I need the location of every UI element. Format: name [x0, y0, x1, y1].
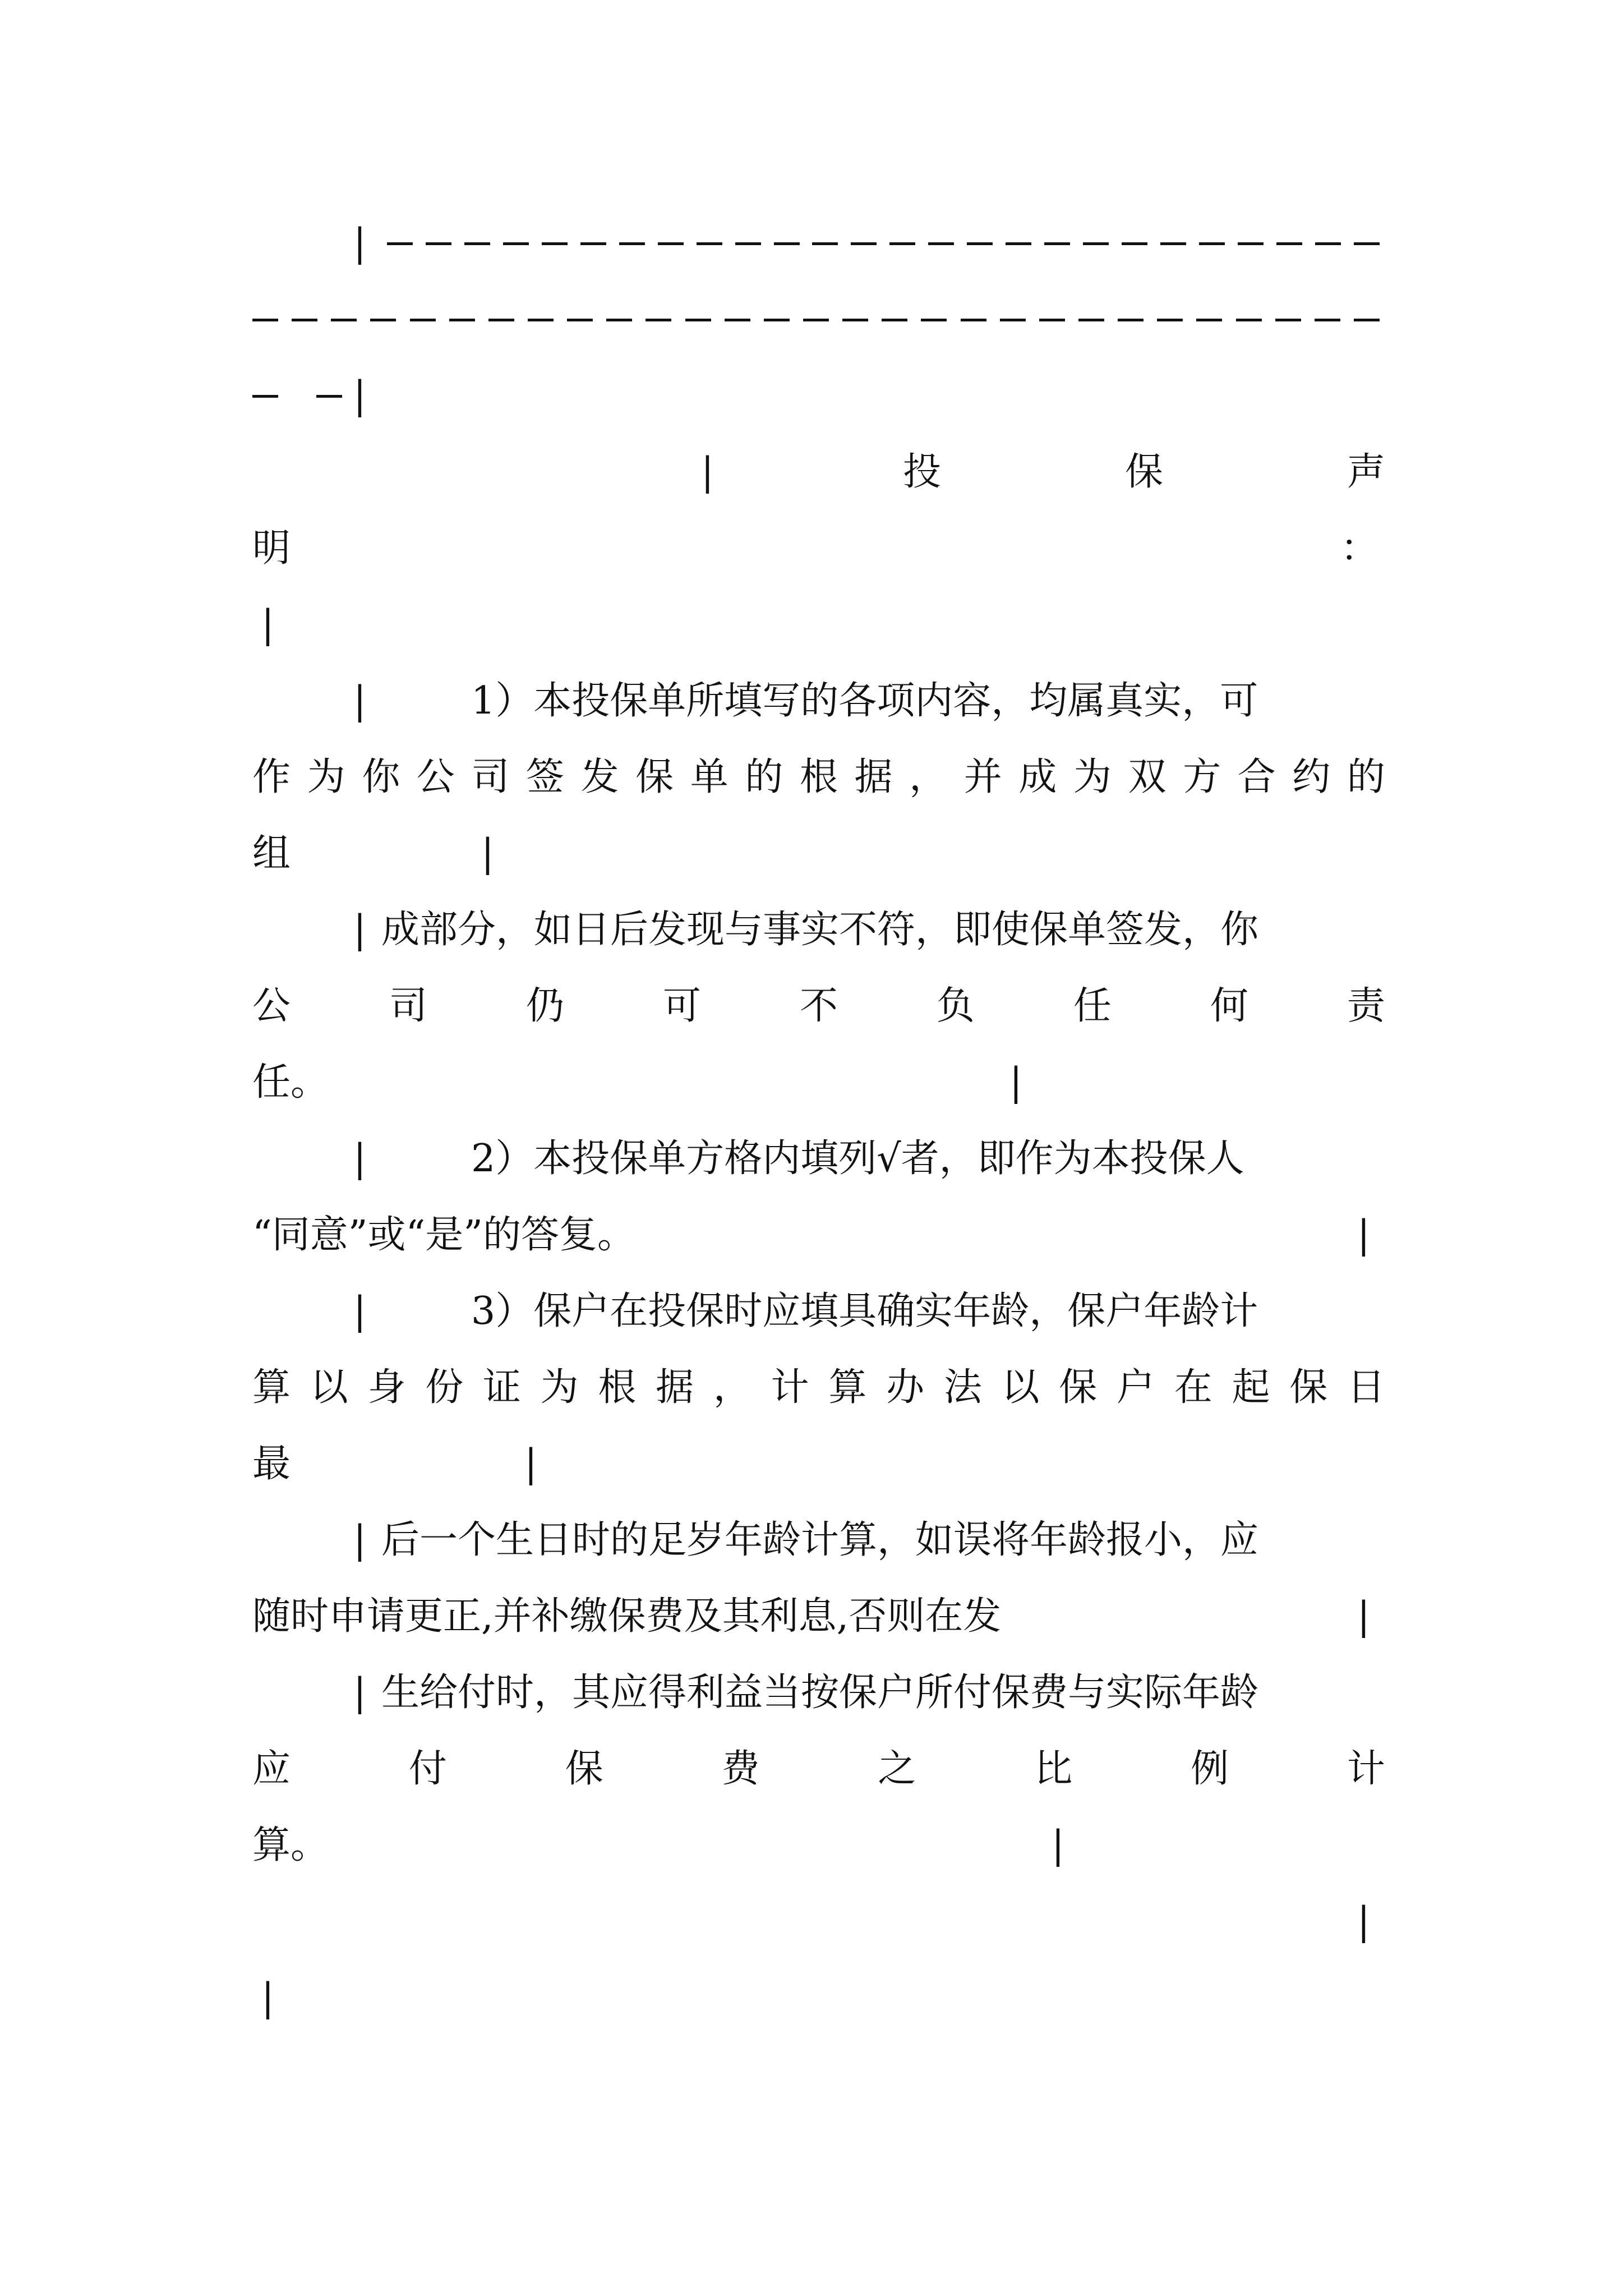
dash-segment: [928, 242, 954, 245]
dash-segment: [1000, 319, 1026, 321]
justified-char: 负: [936, 984, 975, 1028]
dash-segment: [685, 319, 711, 321]
dash-segment: [1276, 242, 1302, 245]
dash-row-3: [252, 358, 342, 434]
dash-segment: [764, 319, 790, 321]
justified-char: 仍: [525, 984, 564, 1028]
dash-segment: [889, 242, 915, 245]
justified-char: 保: [1124, 450, 1163, 494]
dash-segment: [252, 319, 278, 321]
dash-segment: [967, 242, 993, 245]
justified-char: 计: [1347, 1747, 1385, 1791]
justified-char: 份: [425, 1365, 464, 1410]
dash-segment: [1315, 319, 1340, 321]
justified-char: 投: [903, 450, 942, 494]
justified-char: 为: [307, 755, 345, 799]
justified-char: 成: [1018, 755, 1057, 799]
justified-char: 不: [799, 984, 838, 1028]
dash-segment: [619, 242, 645, 245]
dash-segment: [1275, 319, 1301, 321]
dash-segment: [1160, 242, 1186, 245]
dash-segment: [606, 319, 632, 321]
clause3-line6-pipe: |: [353, 1671, 366, 1715]
blank-row-pipe: |: [1357, 1899, 1370, 1944]
dash-segment: [1354, 242, 1380, 245]
dash-segment: [1315, 242, 1341, 245]
final-pipe: |: [261, 1976, 274, 2020]
clause2-line2: “同意”或“是”的答复。: [252, 1213, 636, 1257]
justified-char: 并: [963, 755, 1002, 799]
justified-char: 你: [362, 755, 400, 799]
section-title-tail: 明: [252, 526, 291, 570]
clause3-line5: 随时申请更正,并补缴保费及其利息,否则在发: [252, 1594, 1002, 1639]
justified-char: 证: [482, 1365, 521, 1410]
border-top-pipe: |: [353, 221, 366, 265]
dash-segment: [410, 319, 436, 321]
justified-char: 签: [525, 755, 564, 799]
clause1-line3-pipe: |: [481, 831, 494, 876]
justified-char: 司: [471, 755, 510, 799]
dash-segment: [464, 242, 490, 245]
justified-char: 起: [1232, 1365, 1270, 1410]
clause2-line2-pipe: |: [1357, 1213, 1370, 1257]
justified-char: 声: [1347, 450, 1385, 494]
clause3-line4-pipe: |: [353, 1518, 366, 1562]
justified-char: 单: [690, 755, 728, 799]
dash-segment: [851, 242, 877, 245]
dash-segment: [1354, 319, 1380, 321]
clause1-line4-pipe: |: [353, 908, 366, 952]
dash-segment: [528, 319, 554, 321]
justified-char: 司: [389, 984, 427, 1028]
clause2-pipe: |: [353, 1137, 366, 1181]
dash-segment: [1078, 319, 1104, 321]
justified-char: 办: [886, 1365, 925, 1410]
justified-char: ，: [909, 755, 948, 799]
dash-segment: [812, 242, 838, 245]
justified-char: 应: [252, 1747, 291, 1791]
dash-segment: [449, 319, 475, 321]
clause3-line5-pipe: |: [1357, 1594, 1370, 1639]
dash-segment: [1199, 242, 1225, 245]
justified-char: 据: [656, 1365, 694, 1410]
dash-segment: [658, 242, 684, 245]
dash-segment: [1006, 242, 1031, 245]
section-pipe: |: [701, 450, 714, 494]
justified-char: 约: [1292, 755, 1331, 799]
dash-segment: [921, 319, 947, 321]
justified-char: 以: [310, 1365, 348, 1410]
clause1-line2: [252, 739, 1385, 816]
dash-segment: [542, 242, 568, 245]
dash-segment: [292, 319, 317, 321]
justified-char: 发: [580, 755, 619, 799]
border-bottom-pipe: |: [353, 374, 366, 418]
justified-char: 的: [1347, 755, 1385, 799]
dash-segment: [252, 395, 278, 398]
justified-char: 公: [252, 984, 291, 1028]
justified-char: 公: [416, 755, 455, 799]
justified-char: 何: [1210, 984, 1248, 1028]
clause1-line6: 任。: [252, 1060, 329, 1105]
dash-segment: [961, 319, 986, 321]
justified-char: 在: [1174, 1365, 1212, 1410]
dash-segment: [1122, 242, 1147, 245]
justified-char: 日: [1347, 1365, 1385, 1410]
section-title-colon: ：: [1340, 526, 1379, 570]
dash-segment: [1039, 319, 1065, 321]
clause1-line4: 成部分，如日后发现与事实不符，即使保单签发，你: [381, 908, 1259, 952]
justified-char: 为: [540, 1365, 579, 1410]
justified-char: 为: [1073, 755, 1112, 799]
justified-char: 的: [745, 755, 783, 799]
clause1-line5: [252, 968, 1385, 1045]
dash-segment: [1238, 242, 1264, 245]
justified-char: 之: [878, 1747, 916, 1791]
clause3-line3-pipe: |: [524, 1442, 537, 1486]
justified-char: 法: [943, 1365, 982, 1410]
justified-char: 保: [1059, 1365, 1098, 1410]
dash-row-1: [387, 205, 1380, 282]
justified-char: 户: [1117, 1365, 1155, 1410]
justified-char: 算: [252, 1365, 291, 1410]
clause1-line1: 1）本投保单所填写的各项内容，均属真实，可: [471, 679, 1258, 723]
dash-segment: [580, 242, 606, 245]
clause3-line7: [252, 1731, 1385, 1807]
justified-char: 身: [367, 1365, 406, 1410]
clause1-line6-pipe: |: [1009, 1060, 1022, 1105]
dash-segment: [1157, 319, 1183, 321]
justified-char: 方: [1183, 755, 1221, 799]
dash-segment: [316, 395, 342, 398]
clause3-line8-pipe: |: [1052, 1823, 1064, 1867]
dash-segment: [1044, 242, 1070, 245]
justified-char: 责: [1347, 984, 1385, 1028]
justified-char: 据: [854, 755, 893, 799]
justified-char: 比: [1034, 1747, 1073, 1791]
dash-row-2: [252, 282, 1380, 358]
justified-char: 根: [598, 1365, 637, 1410]
dash-segment: [803, 319, 829, 321]
dash-segment: [1118, 319, 1144, 321]
clause3-line4: 后一个生日时的足岁年龄计算，如误将年龄报小，应: [381, 1518, 1259, 1562]
dash-segment: [882, 319, 907, 321]
justified-char: ，: [713, 1365, 751, 1410]
justified-char: 以: [1001, 1365, 1040, 1410]
justified-char: 根: [799, 755, 838, 799]
justified-char: 计: [771, 1365, 809, 1410]
dash-segment: [1083, 242, 1109, 245]
clause3-line3: 最: [252, 1442, 291, 1486]
justified-char: 保: [1289, 1365, 1328, 1410]
clause3-line1: 3）保户在投保时应填具确实年龄，保户年龄计: [471, 1289, 1258, 1333]
clause3-line8: 算。: [252, 1823, 329, 1867]
dash-segment: [503, 242, 529, 245]
clause2-line1: 2）本投保单方格内填列√者，即作为本投保人: [471, 1137, 1244, 1181]
justified-char: 作: [252, 755, 291, 799]
dash-segment: [426, 242, 451, 245]
justified-char: 可: [662, 984, 701, 1028]
dash-segment: [331, 319, 357, 321]
justified-char: 合: [1237, 755, 1276, 799]
dash-segment: [1236, 319, 1262, 321]
justified-char: 任: [1073, 984, 1112, 1028]
justified-char: 保: [565, 1747, 603, 1791]
clause1-pipe: |: [353, 679, 366, 723]
dash-segment: [387, 242, 413, 245]
dash-segment: [370, 319, 396, 321]
dash-segment: [842, 319, 868, 321]
justified-char: 费: [721, 1747, 760, 1791]
dash-segment: [645, 319, 671, 321]
clause3-pipe: |: [353, 1289, 366, 1333]
justified-char: 例: [1191, 1747, 1229, 1791]
dash-segment: [1196, 319, 1222, 321]
clause1-line3: 组: [252, 831, 291, 876]
dash-segment: [725, 319, 750, 321]
dash-segment: [488, 319, 514, 321]
dash-segment: [735, 242, 761, 245]
justified-char: 付: [408, 1747, 447, 1791]
dash-segment: [774, 242, 800, 245]
dash-segment: [567, 319, 593, 321]
section-title: [903, 434, 1385, 510]
justified-char: 保: [635, 755, 674, 799]
justified-char: 算: [828, 1365, 867, 1410]
dash-segment: [697, 242, 722, 245]
clause3-line6: 生给付时，其应得利益当按保户所付保费与实际年龄: [381, 1671, 1259, 1715]
justified-char: 双: [1128, 755, 1166, 799]
clause3-line2: [252, 1350, 1385, 1426]
section-close-pipe: |: [261, 602, 274, 647]
